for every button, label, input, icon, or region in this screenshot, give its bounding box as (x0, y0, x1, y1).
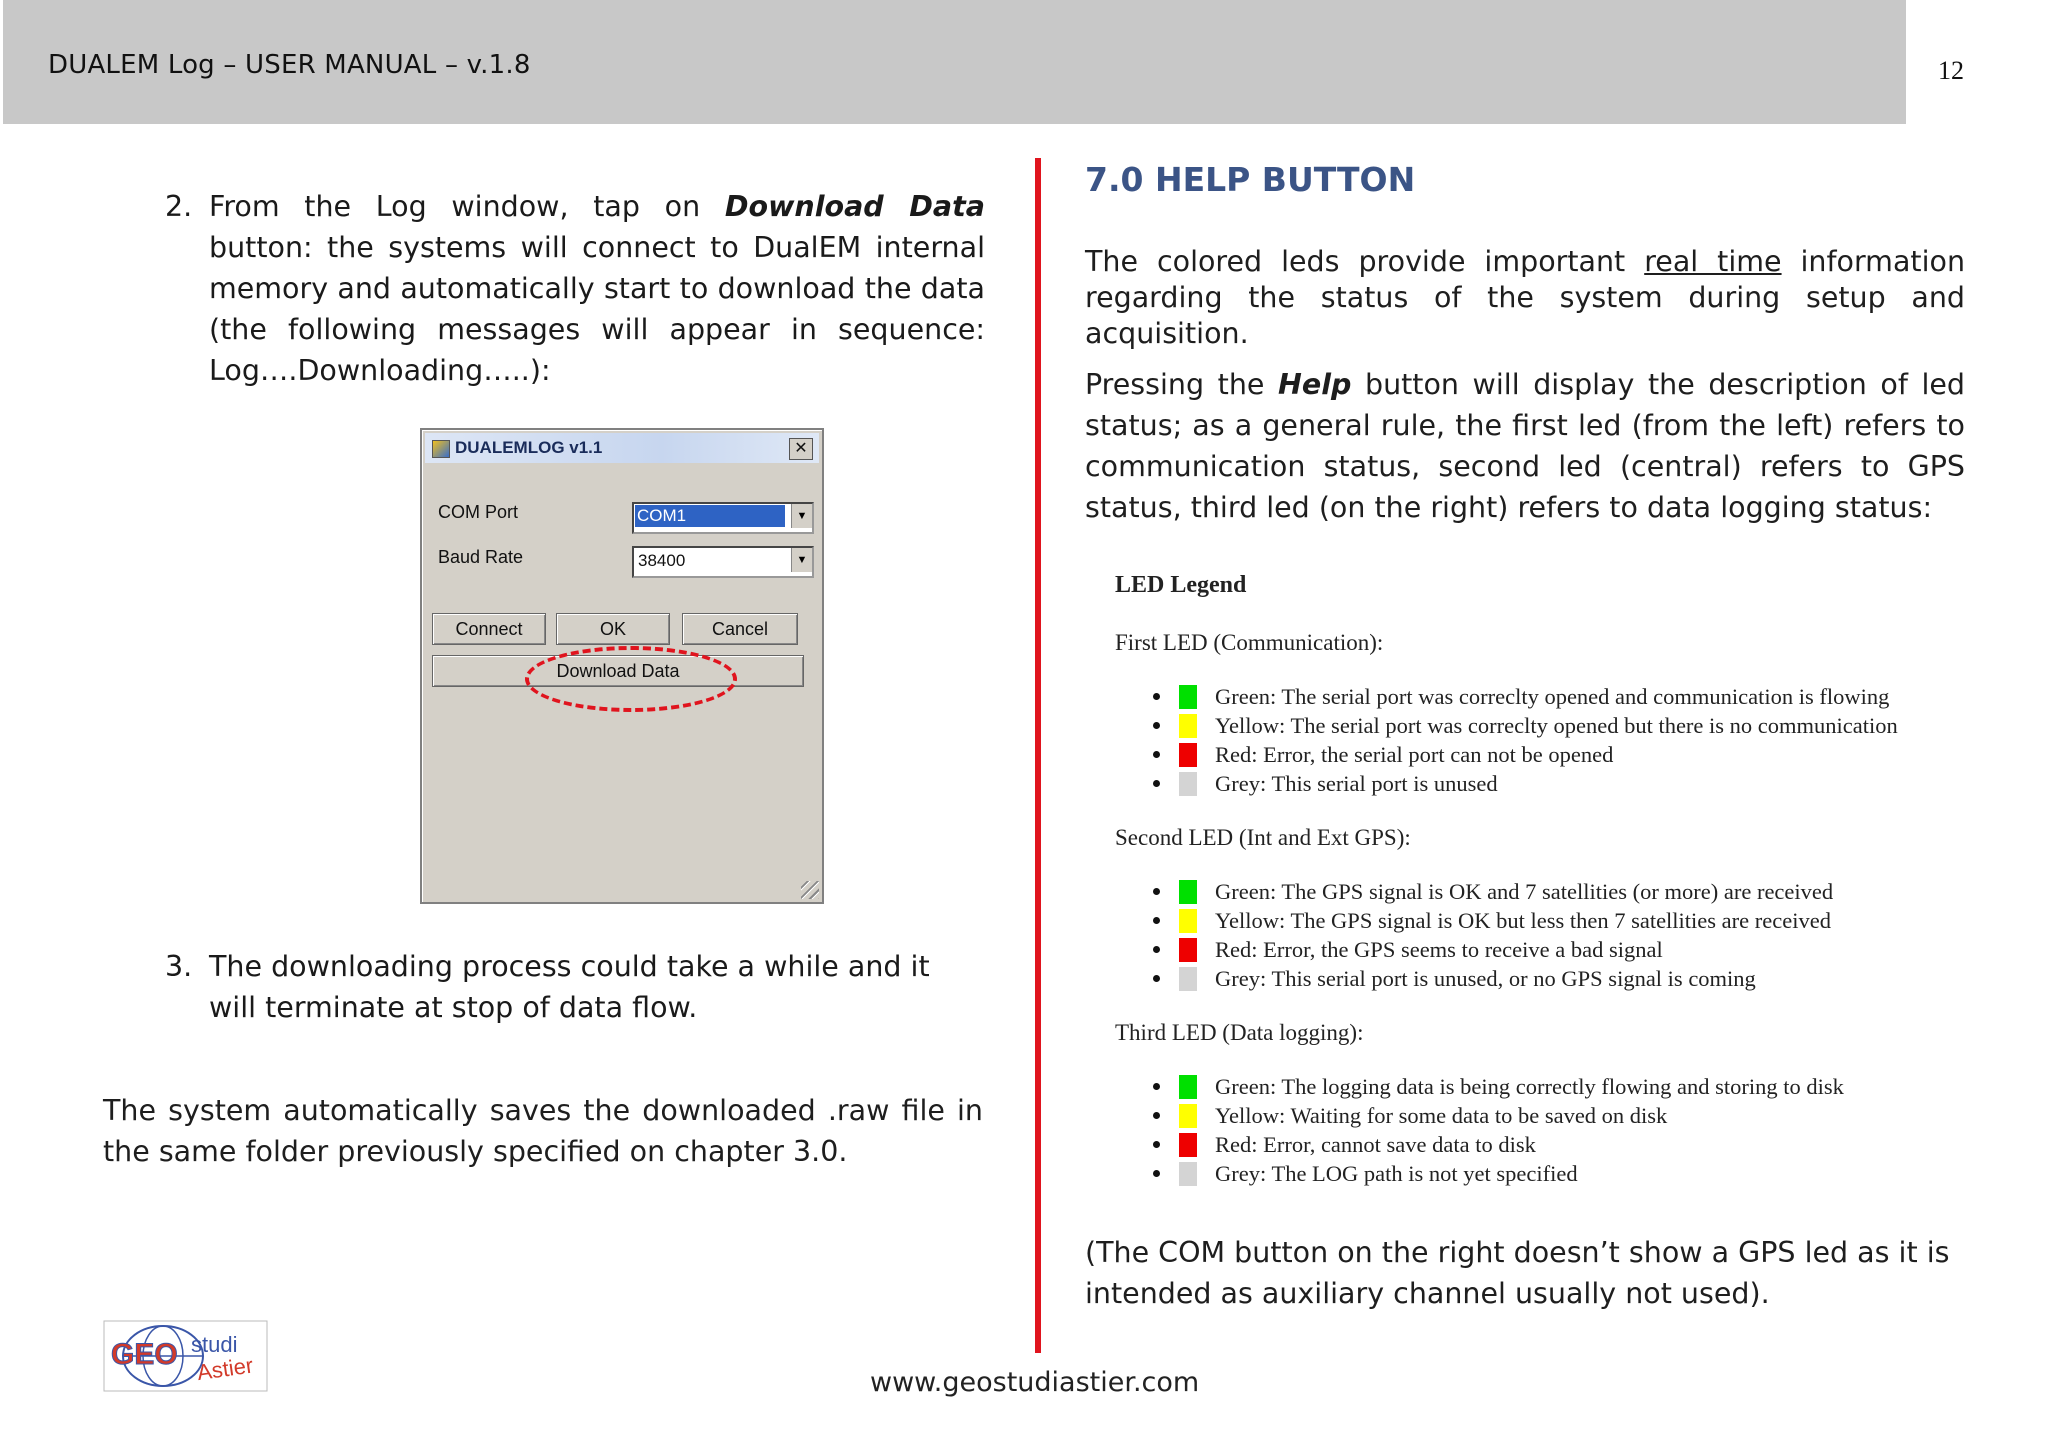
led-swatch (1179, 685, 1197, 709)
baud-rate-label: Baud Rate (438, 547, 524, 567)
p2-bold: Help (1278, 368, 1352, 401)
footer-url: www.geostudiastier.com (870, 1367, 1200, 1398)
legend-item-text: Yellow: Waiting for some data to be saved on disk (1215, 1103, 1668, 1128)
bullet-icon (1153, 1083, 1160, 1090)
led-legend (1105, 560, 1985, 1220)
com-port-value: COM1 (635, 505, 785, 527)
step-2-bold: Download Data (724, 190, 985, 223)
bullet-icon (1153, 751, 1160, 758)
legend-item-text: Grey: This serial port is unused, or no GPS signal is coming (1215, 966, 1756, 991)
legend-item-text: Green: The logging data is being correctly flowing and storing to disk (1215, 1074, 1844, 1099)
bullet-icon (1153, 1141, 1160, 1148)
led-swatch (1179, 1162, 1197, 1186)
led-swatch (1179, 1075, 1197, 1099)
legend-item-text: Red: Error, cannot save data to disk (1215, 1132, 1536, 1157)
led-swatch (1179, 880, 1197, 904)
led-swatch (1179, 1133, 1197, 1157)
legend-item-text: Red: Error, the serial port can not be opened (1215, 742, 1614, 767)
com-port-select[interactable] (632, 502, 814, 534)
dialog-title: DUALEMLOG v1.1 (455, 438, 603, 457)
download-data-button[interactable]: Download Data (432, 655, 804, 687)
app-icon (432, 440, 450, 458)
bullet-icon (1153, 975, 1160, 982)
step-2-pre: From the Log window, tap on (209, 190, 725, 223)
dualemlog-dialog (420, 428, 824, 904)
com-port-label: COM Port (438, 502, 519, 522)
baud-rate-value: 38400 (638, 551, 686, 570)
bullet-icon (1153, 946, 1160, 953)
chevron-down-icon[interactable]: ▼ (791, 504, 812, 528)
p1-underline: real time (1644, 245, 1782, 278)
baud-rate-select[interactable] (632, 546, 814, 578)
bullet-icon (1153, 888, 1160, 895)
svg-text:studi: studi (191, 1332, 238, 1357)
legend-section-heading: First LED (Communication): (1115, 630, 1384, 655)
p2-pre: Pressing the (1085, 368, 1279, 401)
led-swatch (1179, 772, 1197, 796)
legend-item-text: Green: The GPS signal is OK and 7 satellities (or more) are received (1215, 879, 1834, 904)
help-paragraph-2 (1085, 364, 1965, 528)
step-3-text: The downloading process could take a while and it will terminate at stop of data flow. (209, 950, 930, 1024)
led-swatch (1179, 967, 1197, 991)
legend-title: LED Legend (1115, 572, 1247, 598)
step-2-text (209, 186, 985, 391)
section-heading: 7.0 HELP BUTTON (1085, 160, 1416, 199)
closing-paragraph: The system automatically saves the downloaded .raw file in the same folder previously specified on chapter 3.0. (103, 1094, 983, 1168)
ok-button[interactable]: OK (556, 613, 670, 645)
bullet-icon (1153, 780, 1160, 787)
step-2-number: 2. (165, 190, 193, 223)
led-swatch (1179, 938, 1197, 962)
led-swatch (1179, 743, 1197, 767)
chevron-down-icon[interactable]: ▼ (791, 548, 812, 572)
geostudi-logo (103, 1320, 268, 1392)
legend-section-heading: Second LED (Int and Ext GPS): (1115, 825, 1411, 850)
legend-item-text: Grey: This serial port is unused (1215, 771, 1498, 796)
legend-item-text: Red: Error, the GPS seems to receive a bad signal (1215, 937, 1663, 962)
resize-grip-icon[interactable] (801, 881, 819, 899)
close-icon[interactable]: ✕ (789, 438, 813, 460)
legend-item-text: Grey: The LOG path is not yet specified (1215, 1161, 1578, 1186)
legend-item-text: Green: The serial port was correclty opened and communication is flowing (1215, 684, 1890, 709)
legend-section-heading: Third LED (Data logging): (1115, 1020, 1364, 1045)
column-divider (1035, 158, 1041, 1353)
bullet-icon (1153, 1170, 1160, 1177)
bullet-icon (1153, 722, 1160, 729)
legend-item-text: Yellow: The GPS signal is OK but less then 7 satellities are received (1215, 908, 1831, 933)
cancel-button[interactable]: Cancel (682, 613, 798, 645)
svg-text:GEO: GEO (111, 1338, 178, 1371)
p2-post: button will display the description of led status; as a general rule, the first led (from the left) refers to communication status, second led (central) refers to GPS status, third led (on the right) refers to data logging status: (1085, 368, 1965, 524)
led-swatch (1179, 1104, 1197, 1128)
highlight-circle (525, 646, 737, 712)
bullet-icon (1153, 693, 1160, 700)
led-swatch (1179, 909, 1197, 933)
p1-pre: The colored leds provide important (1085, 245, 1645, 278)
help-paragraph-1 (1085, 244, 1965, 352)
p1-post: information regarding the status of the system during setup and acquisition. (1085, 245, 1966, 350)
page-header (3, 0, 1906, 124)
legend-item-text: Yellow: The serial port was correclty opened but there is no communication (1215, 713, 1898, 738)
com-note: (The COM button on the right doesn’t show a GPS led as it is intended as auxiliary channel usually not used). (1085, 1236, 1950, 1310)
dialog-titlebar (425, 433, 819, 463)
led-swatch (1179, 714, 1197, 738)
step-3-number: 3. (165, 950, 193, 983)
step-2-post: button: the systems will connect to DualEM internal memory and automatically start to download the data (the following messages will appear in sequence: Log….Downloading…..): (209, 231, 985, 387)
bullet-icon (1153, 917, 1160, 924)
bullet-icon (1153, 1112, 1160, 1119)
connect-button[interactable]: Connect (432, 613, 546, 645)
document-title: DUALEM Log – USER MANUAL – v.1.8 (48, 50, 531, 80)
svg-text:Astier: Astier (195, 1352, 255, 1386)
page-number: 12 (1938, 56, 1964, 85)
